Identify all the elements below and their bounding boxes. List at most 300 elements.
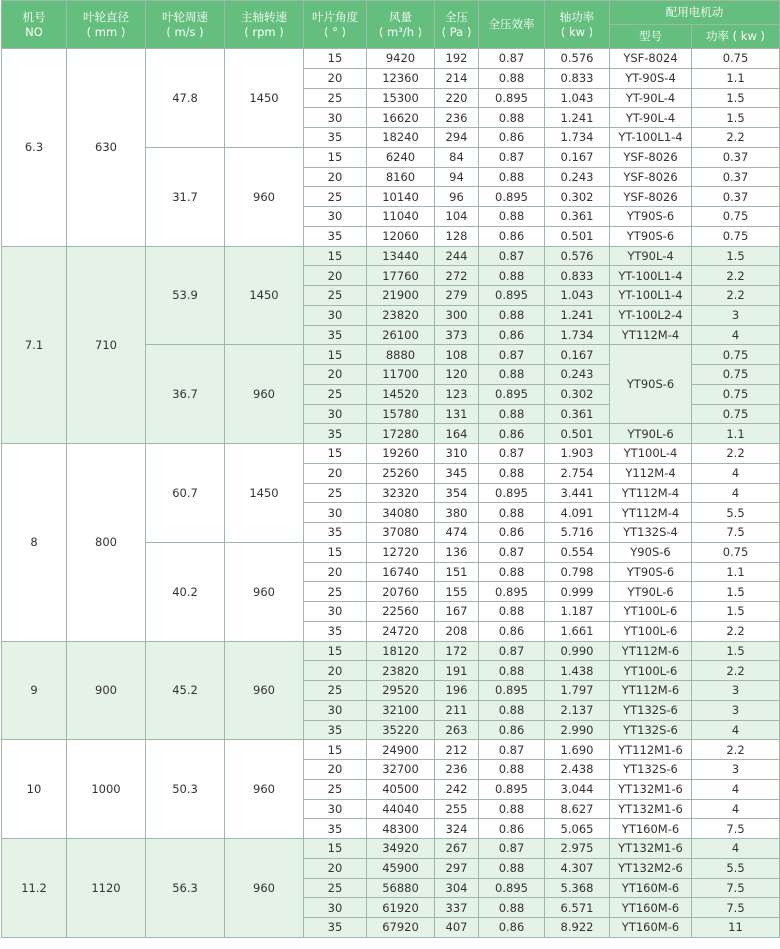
cell-motor-power: 0.75: [692, 365, 780, 385]
cell-pressure: 242: [435, 779, 479, 799]
cell-motor-power: 0.37: [692, 187, 780, 207]
cell-efficiency: 0.895: [479, 878, 545, 898]
cell-motor-model: YT100L-4: [610, 444, 692, 464]
cell-motor-power: 0.75: [692, 542, 780, 562]
cell-shaft-power: 5.065: [545, 819, 610, 839]
cell-motor-model: YT112M-4: [610, 503, 692, 523]
cell-blade-angle: 20: [304, 562, 367, 582]
cell-air-volume: 44040: [367, 799, 435, 819]
cell-motor-model: YT132M1-6: [610, 839, 692, 859]
cell-shaft-power: 5.716: [545, 523, 610, 543]
cell-air-volume: 40500: [367, 779, 435, 799]
cell-motor-power: 2.2: [692, 266, 780, 286]
cell-blade-angle: 15: [304, 740, 367, 760]
cell-air-volume: 10140: [367, 187, 435, 207]
cell-motor-model: YT90S-6: [610, 345, 692, 424]
cell-motor-power: 2.2: [692, 740, 780, 760]
cell-pressure: 84: [435, 147, 479, 167]
cell-motor-model: YT132S-6: [610, 700, 692, 720]
cell-shaft-power: 1.043: [545, 286, 610, 306]
cell-shaft-power: 0.501: [545, 424, 610, 444]
cell-no: 10: [2, 740, 67, 839]
cell-motor-power: 1.1: [692, 68, 780, 88]
header-efficiency: 全压效率: [479, 1, 545, 49]
cell-blade-angle: 35: [304, 128, 367, 148]
header-power: 功率 ( kw ): [692, 25, 780, 49]
cell-blade-angle: 25: [304, 779, 367, 799]
cell-shaft-speed: 960: [225, 641, 304, 740]
cell-motor-power: 3: [692, 681, 780, 701]
cell-efficiency: 0.88: [479, 760, 545, 780]
cell-motor-model: YT-90L-4: [610, 108, 692, 128]
cell-shaft-power: 1.661: [545, 621, 610, 641]
cell-air-volume: 35220: [367, 720, 435, 740]
table-row: [2, 839, 780, 859]
cell-pressure: 167: [435, 602, 479, 622]
cell-motor-model: YT112M-4: [610, 483, 692, 503]
cell-air-volume: 32100: [367, 700, 435, 720]
cell-pressure: 279: [435, 286, 479, 306]
cell-motor-power: 5.5: [692, 858, 780, 878]
cell-tip-speed: 36.7: [146, 345, 225, 444]
cell-pressure: 155: [435, 582, 479, 602]
cell-shaft-power: 5.368: [545, 878, 610, 898]
cell-shaft-power: 0.167: [545, 147, 610, 167]
cell-shaft-power: 1.187: [545, 602, 610, 622]
cell-efficiency: 0.895: [479, 779, 545, 799]
cell-motor-power: 0.75: [692, 226, 780, 246]
cell-pressure: 236: [435, 760, 479, 780]
cell-pressure: 120: [435, 365, 479, 385]
cell-blade-angle: 35: [304, 523, 367, 543]
cell-blade-angle: 30: [304, 503, 367, 523]
cell-blade-angle: 25: [304, 187, 367, 207]
cell-motor-power: 0.75: [692, 49, 780, 69]
cell-motor-model: YT90S-6: [610, 207, 692, 227]
table-header: [2, 1, 780, 49]
cell-shaft-power: 0.243: [545, 365, 610, 385]
cell-motor-model: YSF-8026: [610, 147, 692, 167]
table-row: [2, 49, 780, 69]
cell-pressure: 297: [435, 858, 479, 878]
cell-efficiency: 0.88: [479, 858, 545, 878]
cell-shaft-power: 8.627: [545, 799, 610, 819]
header-model: 型号: [610, 25, 692, 49]
cell-air-volume: 21900: [367, 286, 435, 306]
cell-shaft-power: 0.576: [545, 49, 610, 69]
cell-efficiency: 0.86: [479, 424, 545, 444]
cell-pressure: 191: [435, 661, 479, 681]
cell-shaft-power: 1.690: [545, 740, 610, 760]
cell-shaft-speed: 960: [225, 839, 304, 938]
cell-shaft-power: 0.833: [545, 68, 610, 88]
cell-efficiency: 0.86: [479, 621, 545, 641]
cell-motor-model: YT100L-6: [610, 621, 692, 641]
cell-motor-model: YT90L-6: [610, 582, 692, 602]
cell-shaft-speed: 960: [225, 345, 304, 444]
cell-shaft-speed: 960: [225, 740, 304, 839]
cell-blade-angle: 20: [304, 266, 367, 286]
cell-motor-power: 1.1: [692, 424, 780, 444]
cell-air-volume: 17760: [367, 266, 435, 286]
cell-efficiency: 0.87: [479, 444, 545, 464]
cell-air-volume: 37080: [367, 523, 435, 543]
cell-motor-model: YT132S-6: [610, 760, 692, 780]
cell-pressure: 407: [435, 918, 479, 938]
cell-air-volume: 24720: [367, 621, 435, 641]
cell-motor-power: 4: [692, 779, 780, 799]
cell-shaft-power: 0.833: [545, 266, 610, 286]
cell-tip-speed: 50.3: [146, 740, 225, 839]
cell-shaft-power: 1.043: [545, 88, 610, 108]
cell-efficiency: 0.87: [479, 542, 545, 562]
cell-shaft-power: 0.576: [545, 246, 610, 266]
cell-motor-model: YT132S-6: [610, 720, 692, 740]
cell-air-volume: 25260: [367, 463, 435, 483]
cell-blade-angle: 25: [304, 483, 367, 503]
cell-air-volume: 19260: [367, 444, 435, 464]
cell-shaft-power: 0.798: [545, 562, 610, 582]
cell-motor-power: 2.2: [692, 128, 780, 148]
cell-blade-angle: 15: [304, 345, 367, 365]
cell-motor-power: 3: [692, 700, 780, 720]
cell-efficiency: 0.86: [479, 819, 545, 839]
cell-pressure: 128: [435, 226, 479, 246]
cell-pressure: 300: [435, 305, 479, 325]
cell-shaft-power: 1.734: [545, 128, 610, 148]
cell-tip-speed: 56.3: [146, 839, 225, 938]
header-shaft-speed: 主轴转速 ( rpm ): [225, 1, 304, 49]
cell-motor-model: YT-100L2-4: [610, 305, 692, 325]
cell-motor-model: YT112M1-6: [610, 740, 692, 760]
cell-air-volume: 18240: [367, 128, 435, 148]
cell-shaft-power: 1.797: [545, 681, 610, 701]
cell-motor-power: 3: [692, 305, 780, 325]
table-row: [2, 641, 780, 661]
cell-diameter: 1120: [67, 839, 146, 938]
cell-no: 9: [2, 641, 67, 740]
cell-shaft-power: 0.243: [545, 167, 610, 187]
cell-motor-model: YT112M-4: [610, 325, 692, 345]
cell-shaft-power: 8.922: [545, 918, 610, 938]
cell-efficiency: 0.86: [479, 325, 545, 345]
cell-motor-power: 1.1: [692, 562, 780, 582]
cell-efficiency: 0.86: [479, 523, 545, 543]
cell-shaft-power: 1.438: [545, 661, 610, 681]
cell-pressure: 192: [435, 49, 479, 69]
cell-shaft-power: 3.044: [545, 779, 610, 799]
cell-efficiency: 0.88: [479, 305, 545, 325]
cell-blade-angle: 20: [304, 167, 367, 187]
cell-motor-power: 4: [692, 720, 780, 740]
table-body: [2, 49, 780, 938]
cell-shaft-power: 2.438: [545, 760, 610, 780]
cell-motor-model: YT160M-6: [610, 918, 692, 938]
cell-air-volume: 22560: [367, 602, 435, 622]
cell-air-volume: 11040: [367, 207, 435, 227]
cell-efficiency: 0.88: [479, 108, 545, 128]
cell-pressure: 220: [435, 88, 479, 108]
cell-air-volume: 9420: [367, 49, 435, 69]
cell-shaft-speed: 960: [225, 542, 304, 641]
cell-motor-power: 2.2: [692, 286, 780, 306]
cell-efficiency: 0.895: [479, 582, 545, 602]
cell-efficiency: 0.895: [479, 187, 545, 207]
cell-air-volume: 12060: [367, 226, 435, 246]
cell-shaft-speed: 1450: [225, 444, 304, 543]
cell-tip-speed: 40.2: [146, 542, 225, 641]
cell-motor-power: 7.5: [692, 523, 780, 543]
cell-blade-angle: 35: [304, 819, 367, 839]
cell-no: 11.2: [2, 839, 67, 938]
cell-no: 7.1: [2, 246, 67, 444]
cell-motor-power: 1.5: [692, 108, 780, 128]
cell-motor-model: YT160M-6: [610, 898, 692, 918]
cell-blade-angle: 25: [304, 582, 367, 602]
cell-motor-model: YT100L-6: [610, 602, 692, 622]
cell-efficiency: 0.88: [479, 167, 545, 187]
cell-pressure: 373: [435, 325, 479, 345]
cell-efficiency: 0.88: [479, 503, 545, 523]
fan-performance-table: [1, 0, 780, 938]
cell-motor-power: 2.2: [692, 661, 780, 681]
cell-shaft-power: 2.975: [545, 839, 610, 859]
cell-tip-speed: 53.9: [146, 246, 225, 345]
cell-motor-power: 0.75: [692, 404, 780, 424]
cell-efficiency: 0.88: [479, 266, 545, 286]
cell-pressure: 151: [435, 562, 479, 582]
cell-air-volume: 15780: [367, 404, 435, 424]
cell-blade-angle: 35: [304, 918, 367, 938]
cell-blade-angle: 15: [304, 542, 367, 562]
header-motor: 配用电机动: [610, 1, 780, 25]
cell-efficiency: 0.86: [479, 720, 545, 740]
cell-pressure: 380: [435, 503, 479, 523]
cell-motor-model: YSF-8026: [610, 167, 692, 187]
cell-efficiency: 0.88: [479, 207, 545, 227]
cell-pressure: 172: [435, 641, 479, 661]
cell-pressure: 255: [435, 799, 479, 819]
cell-blade-angle: 30: [304, 898, 367, 918]
cell-air-volume: 16740: [367, 562, 435, 582]
cell-blade-angle: 15: [304, 444, 367, 464]
cell-blade-angle: 30: [304, 602, 367, 622]
table-row: [2, 740, 780, 760]
cell-motor-power: 4: [692, 839, 780, 859]
cell-air-volume: 8160: [367, 167, 435, 187]
cell-motor-model: YT160M-6: [610, 878, 692, 898]
cell-shaft-power: 0.302: [545, 187, 610, 207]
cell-motor-model: YT132M1-6: [610, 779, 692, 799]
cell-motor-power: 1.5: [692, 246, 780, 266]
cell-efficiency: 0.88: [479, 898, 545, 918]
cell-efficiency: 0.87: [479, 246, 545, 266]
cell-blade-angle: 15: [304, 641, 367, 661]
header-shaft-power: 轴功率 ( kw ): [545, 1, 610, 49]
cell-shaft-power: 0.999: [545, 582, 610, 602]
cell-shaft-power: 1.734: [545, 325, 610, 345]
cell-efficiency: 0.87: [479, 740, 545, 760]
cell-pressure: 108: [435, 345, 479, 365]
cell-pressure: 304: [435, 878, 479, 898]
cell-efficiency: 0.88: [479, 602, 545, 622]
cell-shaft-power: 2.754: [545, 463, 610, 483]
cell-motor-model: YT132M2-6: [610, 858, 692, 878]
cell-blade-angle: 25: [304, 384, 367, 404]
cell-efficiency: 0.86: [479, 918, 545, 938]
cell-shaft-power: 2.990: [545, 720, 610, 740]
cell-efficiency: 0.88: [479, 404, 545, 424]
cell-air-volume: 61920: [367, 898, 435, 918]
cell-tip-speed: 47.8: [146, 49, 225, 148]
cell-shaft-power: 0.361: [545, 404, 610, 424]
cell-blade-angle: 25: [304, 286, 367, 306]
cell-air-volume: 34920: [367, 839, 435, 859]
cell-motor-power: 4: [692, 799, 780, 819]
cell-blade-angle: 25: [304, 878, 367, 898]
cell-motor-model: YT132M1-6: [610, 799, 692, 819]
cell-pressure: 96: [435, 187, 479, 207]
cell-blade-angle: 20: [304, 760, 367, 780]
cell-pressure: 211: [435, 700, 479, 720]
cell-motor-power: 4: [692, 483, 780, 503]
cell-diameter: 630: [67, 49, 146, 247]
cell-blade-angle: 25: [304, 88, 367, 108]
cell-shaft-power: 0.554: [545, 542, 610, 562]
cell-pressure: 104: [435, 207, 479, 227]
cell-pressure: 244: [435, 246, 479, 266]
cell-air-volume: 20760: [367, 582, 435, 602]
header-blade-angle: 叶片角度 ( ° ): [304, 1, 367, 49]
cell-pressure: 136: [435, 542, 479, 562]
cell-efficiency: 0.87: [479, 839, 545, 859]
cell-motor-power: 3: [692, 760, 780, 780]
cell-motor-power: 1.5: [692, 602, 780, 622]
cell-pressure: 267: [435, 839, 479, 859]
cell-blade-angle: 35: [304, 226, 367, 246]
cell-shaft-power: 0.167: [545, 345, 610, 365]
cell-shaft-power: 1.903: [545, 444, 610, 464]
cell-no: 8: [2, 444, 67, 642]
cell-tip-speed: 60.7: [146, 444, 225, 543]
cell-pressure: 345: [435, 463, 479, 483]
cell-air-volume: 26100: [367, 325, 435, 345]
cell-efficiency: 0.86: [479, 128, 545, 148]
cell-air-volume: 56880: [367, 878, 435, 898]
cell-diameter: 710: [67, 246, 146, 444]
cell-air-volume: 17280: [367, 424, 435, 444]
cell-efficiency: 0.895: [479, 384, 545, 404]
cell-motor-model: Y112M-4: [610, 463, 692, 483]
cell-air-volume: 15300: [367, 88, 435, 108]
cell-motor-model: YSF-8026: [610, 187, 692, 207]
cell-pressure: 310: [435, 444, 479, 464]
cell-blade-angle: 35: [304, 621, 367, 641]
cell-air-volume: 48300: [367, 819, 435, 839]
cell-shaft-power: 4.091: [545, 503, 610, 523]
cell-shaft-power: 0.361: [545, 207, 610, 227]
cell-tip-speed: 31.7: [146, 147, 225, 246]
cell-motor-model: YT90L-6: [610, 424, 692, 444]
cell-air-volume: 14520: [367, 384, 435, 404]
cell-motor-power: 1.5: [692, 582, 780, 602]
cell-pressure: 263: [435, 720, 479, 740]
cell-blade-angle: 15: [304, 246, 367, 266]
cell-tip-speed: 45.2: [146, 641, 225, 740]
cell-efficiency: 0.87: [479, 49, 545, 69]
cell-diameter: 900: [67, 641, 146, 740]
cell-motor-power: 2.2: [692, 621, 780, 641]
cell-pressure: 164: [435, 424, 479, 444]
cell-pressure: 131: [435, 404, 479, 424]
header-air-volume: 风量 ( m³/h ): [367, 1, 435, 49]
cell-blade-angle: 30: [304, 799, 367, 819]
cell-motor-power: 4: [692, 325, 780, 345]
cell-pressure: 196: [435, 681, 479, 701]
cell-motor-model: YT90S-6: [610, 562, 692, 582]
cell-motor-model: YT-90S-4: [610, 68, 692, 88]
cell-air-volume: 32320: [367, 483, 435, 503]
cell-blade-angle: 30: [304, 108, 367, 128]
cell-motor-model: YT112M-6: [610, 641, 692, 661]
cell-shaft-power: 3.441: [545, 483, 610, 503]
cell-efficiency: 0.88: [479, 700, 545, 720]
cell-motor-power: 5.5: [692, 503, 780, 523]
cell-efficiency: 0.87: [479, 345, 545, 365]
cell-air-volume: 67920: [367, 918, 435, 938]
cell-blade-angle: 30: [304, 700, 367, 720]
cell-pressure: 272: [435, 266, 479, 286]
cell-pressure: 208: [435, 621, 479, 641]
cell-motor-model: YT-100L1-4: [610, 128, 692, 148]
cell-motor-model: YT-100L1-4: [610, 286, 692, 306]
cell-shaft-power: 1.241: [545, 305, 610, 325]
cell-pressure: 354: [435, 483, 479, 503]
cell-motor-model: YT132S-4: [610, 523, 692, 543]
cell-motor-power: 7.5: [692, 878, 780, 898]
cell-blade-angle: 30: [304, 305, 367, 325]
cell-motor-model: YSF-8024: [610, 49, 692, 69]
cell-motor-power: 2.2: [692, 444, 780, 464]
cell-blade-angle: 20: [304, 858, 367, 878]
cell-motor-model: YT90S-6: [610, 226, 692, 246]
cell-motor-power: 4: [692, 463, 780, 483]
cell-motor-power: 0.75: [692, 345, 780, 365]
cell-shaft-power: 4.307: [545, 858, 610, 878]
cell-pressure: 337: [435, 898, 479, 918]
cell-pressure: 294: [435, 128, 479, 148]
cell-motor-model: YT112M-6: [610, 681, 692, 701]
cell-blade-angle: 20: [304, 68, 367, 88]
cell-motor-power: 11: [692, 918, 780, 938]
cell-motor-power: 1.5: [692, 641, 780, 661]
header-pressure: 全压 ( Pa ): [435, 1, 479, 49]
cell-shaft-power: 2.137: [545, 700, 610, 720]
cell-motor-power: 7.5: [692, 819, 780, 839]
cell-no: 6.3: [2, 49, 67, 247]
cell-motor-power: 0.75: [692, 207, 780, 227]
cell-motor-model: YT160M-6: [610, 819, 692, 839]
cell-blade-angle: 20: [304, 661, 367, 681]
cell-air-volume: 13440: [367, 246, 435, 266]
cell-efficiency: 0.895: [479, 88, 545, 108]
cell-air-volume: 23820: [367, 305, 435, 325]
cell-motor-power: 0.37: [692, 167, 780, 187]
cell-motor-power: 0.37: [692, 147, 780, 167]
cell-blade-angle: 15: [304, 147, 367, 167]
cell-motor-power: 7.5: [692, 898, 780, 918]
cell-efficiency: 0.88: [479, 661, 545, 681]
